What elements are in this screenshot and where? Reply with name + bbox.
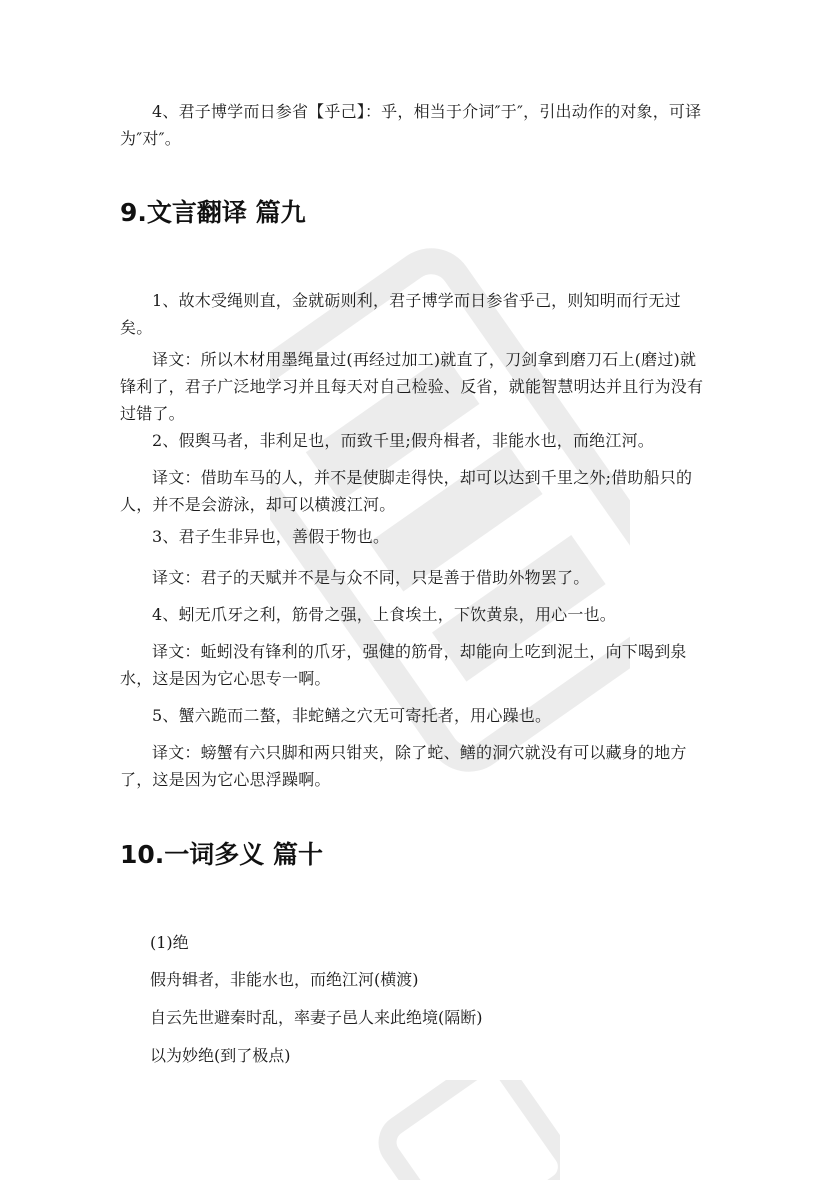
section-9-item: 2、假舆马者，非利足也，而致千里;假舟楫者，非能水也，而绝江河。 [152, 431, 654, 450]
section-9-item: 1、故木受绳则直，金就砺则利，君子博学而日参省乎己，则知明而行无过矣。 [120, 291, 681, 337]
section-10-line: (1)绝 [150, 933, 189, 952]
section-9-translation: 译文：所以木材用墨绳量过(再经过加工)就直了，刀剑拿到磨刀石上(磨过)就锋利了，君子广泛地学习并且每天对自己检验、反省，就能智慧明达并且行为没有过错了。 [120, 350, 704, 423]
section-9-heading: 9.文言翻译 篇九 [120, 198, 306, 227]
section-9-translation: 译文：蚯蚓没有锋利的爪牙，强健的筋骨，却能向上吃到泥土，向下喝到泉水，这是因为它心思专一啊。 [120, 642, 687, 688]
section-10-line: 自云先世避秦时乱，率妻子邑人来此绝境(隔断) [150, 1008, 483, 1027]
intro-item-4: 4、君子博学而日参省【乎己】：乎，相当于介词″于″，引出动作的对象，可译为″对″。 [120, 102, 702, 148]
section-9-item: 4、蚓无爪牙之利，筋骨之强，上食埃土，下饮黄泉，用心一也。 [152, 605, 616, 624]
section-10-heading: 10.一词多义 篇十 [120, 840, 323, 869]
section-9-item: 3、君子生非异也，善假于物也。 [152, 527, 390, 546]
section-9-translation: 译文：借助车马的人，并不是使脚走得快，却可以达到千里之外;借助船只的人，并不是会游泳，却可以横渡江河。 [120, 468, 693, 514]
section-10-line: 以为妙绝(到了极点) [150, 1046, 291, 1065]
section-9-item: 5、蟹六跪而二螯，非蛇鳝之穴无可寄托者，用心躁也。 [152, 706, 552, 725]
watermark-logo-partial [360, 1080, 560, 1180]
section-10-line: 假舟辑者，非能水也，而绝江河(横渡) [150, 970, 419, 989]
section-9-translation: 译文：螃蟹有六只脚和两只钳夹，除了蛇、鳝的洞穴就没有可以藏身的地方了，这是因为它心思浮躁啊。 [120, 743, 687, 789]
section-9-translation: 译文：君子的天赋并不是与众不同，只是善于借助外物罢了。 [152, 568, 590, 587]
